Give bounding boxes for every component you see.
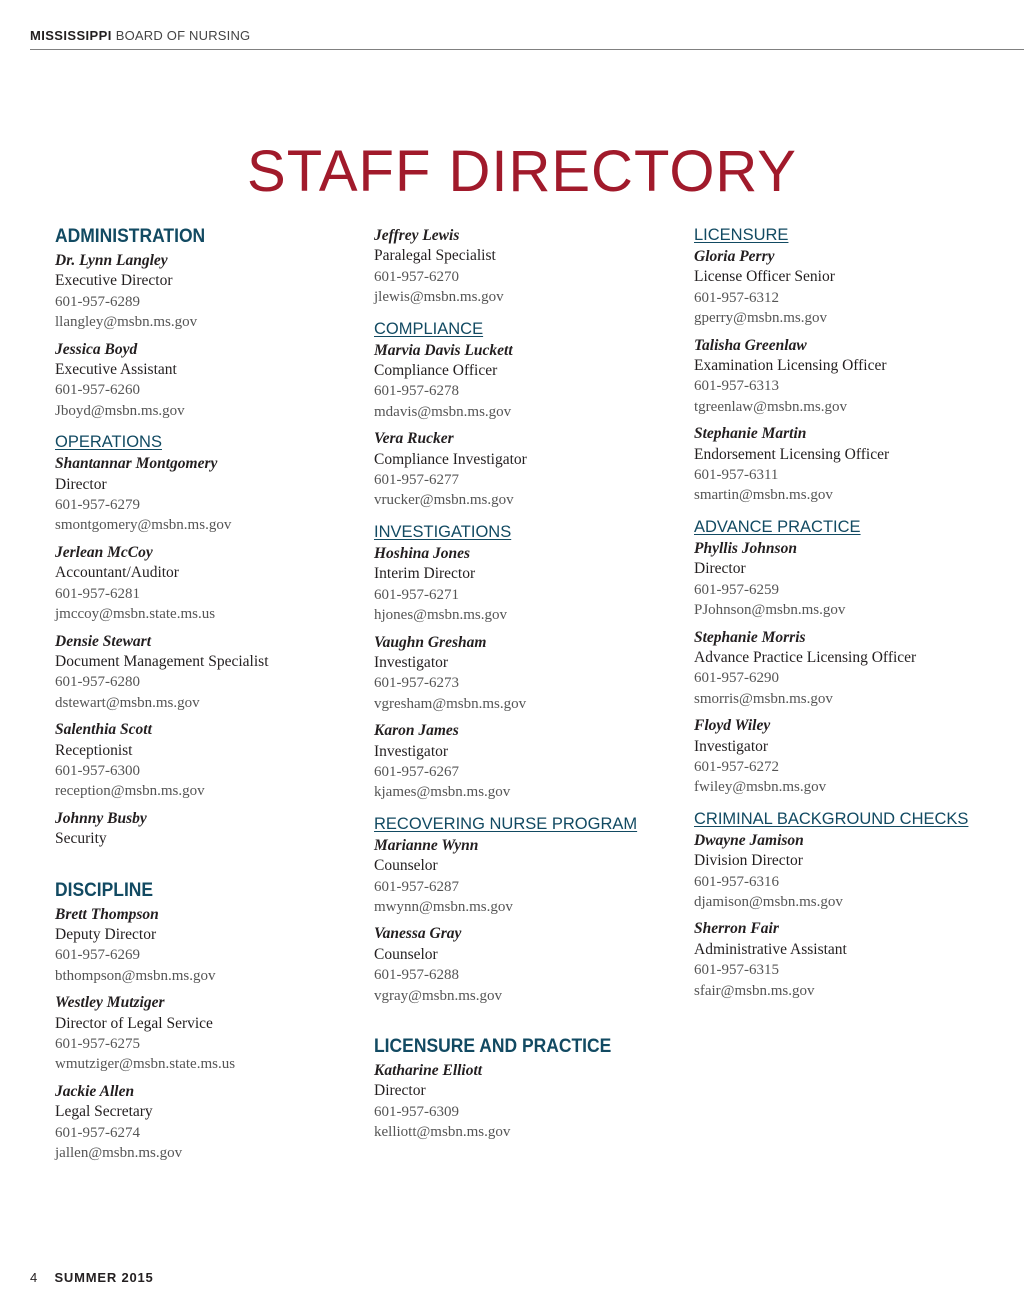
staff-entry [55,454,355,536]
directory-section [55,880,355,1164]
staff-role: Director [694,560,746,578]
masthead [30,28,250,43]
staff-email: jallen@msbn.ms.gov [55,1145,183,1162]
staff-entry [374,544,684,626]
directory-section [694,226,1014,506]
page-footer [30,1270,154,1285]
staff-role: Director [55,475,107,493]
staff-phone: 601-957-6309 [374,1103,459,1120]
staff-role: Security [55,830,107,848]
staff-role: License Officer Senior [694,268,835,286]
section-heading: CRIMINAL BACKGROUND CHECKS [694,809,969,828]
masthead-board: BOARD OF NURSING [115,28,251,43]
staff-name: Dr. Lynn Langley [55,252,168,269]
staff-email: mdavis@msbn.ms.gov [374,403,512,420]
staff-role: Receptionist [55,741,133,759]
staff-name: Jerlean McCoy [55,543,153,561]
page-title: STAFF DIRECTORY [247,139,797,204]
staff-entry [55,720,355,802]
staff-entry [55,993,355,1075]
staff-email: sfair@msbn.ms.gov [694,982,815,999]
section-heading: ADVANCE PRACTICE [694,517,861,536]
header-divider [30,49,1024,50]
staff-phone: 601-957-6316 [694,873,779,890]
section-heading: LICENSURE AND PRACTICE [374,1036,612,1057]
staff-email: smorris@msbn.ms.gov [694,690,833,707]
staff-role: Executive Assistant [55,361,177,379]
staff-name: Johnny Busby [55,809,147,827]
staff-role: Paralegal Specialist [374,247,496,265]
masthead-state: MISSISSIPPI [30,28,112,43]
staff-entry [55,340,355,422]
staff-email: mwynn@msbn.ms.gov [374,898,513,915]
staff-entry [694,539,1014,621]
staff-role: Compliance Officer [374,362,498,380]
staff-email: Jboyd@msbn.ms.gov [55,402,185,419]
directory-column-1 [55,226,355,1170]
staff-email: vgresham@msbn.ms.gov [374,695,527,712]
staff-name: Vaughn Gresham [374,633,487,651]
staff-entry [374,633,684,715]
staff-role: Counselor [374,857,438,875]
staff-name: Marvia Davis Luckett [374,341,513,359]
staff-phone: 601-957-6279 [55,497,140,514]
staff-role: Administrative Assistant [694,940,847,958]
staff-entry [694,831,1014,913]
staff-email: bthompson@msbn.ms.gov [55,967,216,984]
staff-email: dstewart@msbn.ms.gov [55,694,200,711]
staff-entry [55,905,355,987]
directory-section [374,815,684,1006]
staff-role: Investigator [374,653,449,671]
staff-email: gperry@msbn.ms.gov [694,310,827,327]
staff-role: Director of Legal Service [55,1014,213,1032]
directory-section [55,226,355,421]
staff-entry [374,429,684,511]
issue-label: SUMMER 2015 [54,1270,154,1285]
staff-name: Gloria Perry [694,248,775,265]
staff-name: Phyllis Johnson [694,539,797,557]
staff-phone: 601-957-6278 [374,383,459,400]
directory-column-2 [374,226,684,1150]
directory-section [694,810,1014,1001]
directory-section [374,320,684,511]
staff-role: Deputy Director [55,925,157,943]
staff-name: Marianne Wynn [374,836,479,854]
staff-name: Floyd Wiley [694,717,771,735]
staff-entry [374,1061,684,1143]
staff-role: Compliance Investigator [374,450,527,468]
staff-email: reception@msbn.ms.gov [55,783,205,800]
staff-name: Brett Thompson [55,905,159,923]
staff-role: Legal Secretary [55,1103,153,1121]
staff-email: smontgomery@msbn.ms.gov [55,517,232,534]
staff-entry [374,341,684,423]
staff-entry [55,632,355,714]
staff-name: Westley Mutziger [55,994,165,1012]
staff-phone: 601-957-6281 [55,585,140,602]
directory-section [374,226,684,308]
directory-section [694,518,1014,798]
staff-name: Vera Rucker [374,430,454,448]
staff-email: kjames@msbn.ms.gov [374,784,511,801]
staff-entry [694,247,1014,329]
staff-name: Talisha Greenlaw [694,336,807,354]
staff-entry [374,721,684,803]
staff-phone: 601-957-6280 [55,674,140,691]
section-heading: LICENSURE [694,226,789,244]
staff-phone: 601-957-6269 [55,947,140,964]
staff-phone: 601-957-6275 [55,1036,140,1052]
staff-role: Document Management Specialist [55,652,269,670]
staff-phone: 601-957-6300 [55,762,140,779]
staff-phone: 601-957-6259 [694,581,779,598]
staff-role: Executive Director [55,272,173,290]
staff-phone: 601-957-6315 [694,962,779,979]
staff-entry [374,226,684,308]
staff-name: Vanessa Gray [374,925,462,943]
staff-email: fwiley@msbn.ms.gov [694,779,827,796]
directory-section [55,433,355,849]
staff-email: vgray@msbn.ms.gov [374,987,502,1004]
staff-phone: 601-957-6272 [694,758,779,775]
staff-phone: 601-957-6267 [374,763,459,780]
staff-name: Dwayne Jamison [694,831,804,849]
section-heading: ADMINISTRATION [55,226,206,247]
staff-role: Accountant/Auditor [55,564,179,582]
staff-phone: 601-957-6289 [55,293,140,310]
staff-role: Endorsement Licensing Officer [694,445,890,463]
staff-name: Stephanie Martin [694,425,807,443]
staff-role: Investigator [694,737,769,755]
staff-role: Counselor [374,945,438,963]
directory-section [374,523,684,803]
staff-email: jlewis@msbn.ms.gov [374,289,504,306]
page-number: 4 [30,1270,39,1285]
staff-entry [55,809,355,850]
staff-name: Jessica Boyd [55,340,138,358]
staff-email: jmccoy@msbn.state.ms.us [55,606,216,623]
staff-email: vrucker@msbn.ms.gov [374,492,514,509]
staff-name: Sherron Fair [694,920,779,938]
staff-name: Karon James [374,722,459,740]
directory-section [374,1036,684,1143]
staff-email: djamison@msbn.ms.gov [694,893,843,910]
staff-email: llangley@msbn.ms.gov [55,314,198,331]
section-heading: DISCIPLINE [55,879,154,901]
staff-name: Jeffrey Lewis [374,227,460,244]
staff-phone: 601-957-6312 [694,289,779,306]
staff-phone: 601-957-6271 [374,586,459,603]
staff-role: Interim Director [374,565,476,583]
staff-name: Katharine Elliott [374,1062,483,1079]
staff-entry [374,836,684,918]
staff-email: kelliott@msbn.ms.gov [374,1124,511,1141]
section-heading: COMPLIANCE [374,319,484,338]
staff-entry [374,924,684,1006]
staff-entry [55,543,355,625]
staff-role: Director [374,1082,426,1100]
staff-phone: 601-957-6290 [694,670,779,687]
staff-entry [694,424,1014,506]
directory-column-3 [694,226,1014,1008]
staff-name: Jackie Allen [55,1082,135,1100]
staff-phone: 601-957-6288 [374,967,459,984]
staff-phone: 601-957-6277 [374,472,459,489]
section-heading: RECOVERING NURSE PROGRAM [374,814,638,833]
staff-entry [694,336,1014,418]
staff-email: smartin@msbn.ms.gov [694,487,833,504]
staff-phone: 601-957-6260 [55,382,140,399]
staff-email: tgreenlaw@msbn.ms.gov [694,398,847,415]
staff-phone: 601-957-6274 [55,1124,140,1141]
staff-role: Division Director [694,852,803,870]
staff-name: Densie Stewart [55,632,152,650]
staff-phone: 601-957-6270 [374,268,459,285]
staff-role: Examination Licensing Officer [694,357,887,375]
staff-phone: 601-957-6313 [694,378,779,395]
staff-entry [55,251,355,333]
staff-email: hjones@msbn.ms.gov [374,607,507,624]
section-heading: INVESTIGATIONS [374,522,512,541]
staff-email: wmutziger@msbn.state.ms.us [55,1056,236,1073]
staff-entry [694,628,1014,710]
staff-entry [694,919,1014,1001]
staff-entry [55,1082,355,1164]
staff-entry [694,716,1014,798]
staff-role: Advance Practice Licensing Officer [694,648,917,666]
section-heading: OPERATIONS [55,433,162,452]
staff-role: Investigator [374,742,449,760]
staff-phone: 601-957-6287 [374,878,459,895]
staff-name: Salenthia Scott [55,721,152,739]
staff-phone: 601-957-6311 [694,467,779,484]
staff-phone: 601-957-6273 [374,675,459,692]
staff-name: Stephanie Morris [694,628,806,646]
staff-name: Shantannar Montgomery [55,455,218,473]
staff-name: Hoshina Jones [374,544,471,562]
staff-email: PJohnson@msbn.ms.gov [694,602,846,619]
